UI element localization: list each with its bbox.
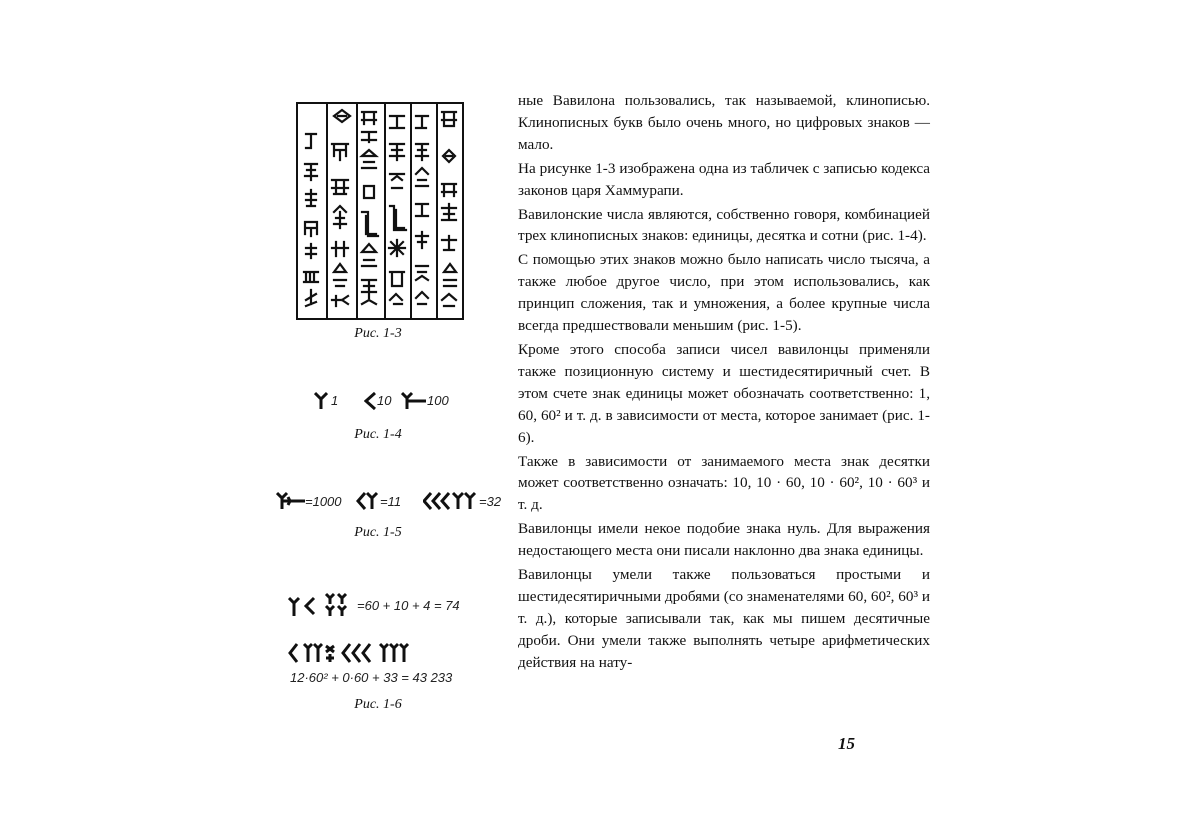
body-paragraph: На рисунке 1-3 изображена одна из табличек с записью кодекса законов царя Хаммурапи.: [518, 159, 930, 199]
figure-equation-line-1: =60 + 10 + 4 = 74: [357, 598, 460, 613]
cuneiform-signs-drawing: [298, 104, 462, 318]
figure-caption-1-6: Рис. 1-6: [354, 697, 402, 712]
cuneiform-thirtytwo-icon: [423, 491, 481, 511]
body-text-column: [518, 90, 930, 674]
cuneiform-one-icon: [314, 391, 328, 411]
body-paragraph: Вавилонцы умели также пользоваться простыми и шестидесятиричными дробями (со знаменателями 60, 60², 60³ и т. д.), которые записывали так, как мы пишем десятичные дроби. Они умели также выполнять четыре арифметических действия на нату-: [518, 566, 930, 671]
body-paragraph: ные Вавилона пользовались, так называемой, клинописью. Клинописных букв было очень много, но цифровых знаков — мало.: [518, 92, 930, 153]
body-paragraph: Вавилонские числа являются, собственно говоря, комбинацией трех клинописных знаков: единицы, десятка и сотни (рис. 1-4).: [518, 205, 930, 245]
figure-caption-1-3: Рис. 1-3: [354, 326, 402, 341]
figure-label-eleven: =11: [380, 494, 402, 509]
cuneiform-positional-number-icon: [288, 642, 430, 664]
figure-label-thirtytwo: =32: [479, 494, 502, 509]
figure-equation-line-2: 12·60² + 0·60 + 33 = 43 233: [290, 670, 453, 685]
figure-caption-1-5: Рис. 1-5: [354, 525, 402, 540]
page-number: 15: [838, 734, 855, 753]
body-paragraph: Кроме этого способа записи чисел вавилонцы применяли также позиционную систему и шестидесятиричный счет. В этом счете знак единицы может обозначать соответственно: 1, 60, 60² и т. д. в зависимости от места, которое занимает (рис. 1-6).: [518, 340, 930, 446]
body-paragraph: Также в зависимости от занимаемого места знак десятки может соответственно означать: 10, 10 · 60, 10 · 60², 10 · 60³ и т. д.: [518, 452, 930, 514]
cuneiform-seventyfour-icon: [288, 592, 358, 618]
cuneiform-ten-icon: [364, 391, 376, 411]
cuneiform-eleven-icon: [356, 491, 380, 511]
figure-caption-1-4: Рис. 1-4: [354, 427, 402, 442]
cuneiform-thousand-icon: [276, 491, 306, 511]
cuneiform-hundred-icon: [401, 391, 427, 411]
figure-label-one: 1: [331, 393, 339, 408]
body-paragraph: Вавилонцы имели некое подобие знака нуль. Для выражения недостающего места они писали наклонно два знака единицы.: [518, 520, 930, 560]
body-paragraph: С помощью этих знаков можно было написать число тысяча, а также любое другое число, при этом использовались, как принцип сложения, так и умножения, а более крупные числа всегда предшествовали меньшим (рис. 1-5).: [518, 251, 930, 335]
figure-label-ten: 10: [377, 393, 392, 408]
figure-label-hundred: 100: [427, 393, 449, 408]
figure-label-thousand: =1000: [305, 494, 342, 509]
cuneiform-tablet-figure: [296, 102, 464, 320]
